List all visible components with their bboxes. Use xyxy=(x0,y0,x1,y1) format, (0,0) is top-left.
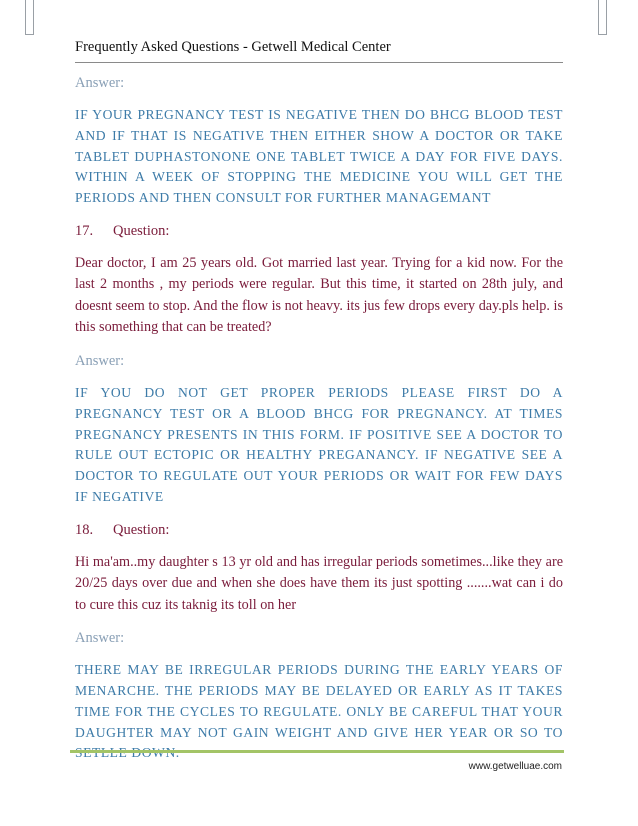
faq-content xyxy=(75,72,563,764)
question-label: Question: xyxy=(113,521,170,538)
faq-block-18 xyxy=(75,519,563,764)
answer-text: IF YOUR PREGNANCY TEST IS NEGATIVE THEN DO BHCG BLOOD TEST AND IF THAT IS NEGATIVE THEN EITHER SHOW A DOCTOR OR TAKE TABLET DUPHASTONONE ONE TABLET TWICE A DAY FOR FIVE DAYS. WITHIN A WEEK OF STOPPING THE MEDICINE YOU WILL GET THE PERIODS AND THEN CONSULT FOR FURTHER MANAGEMANT xyxy=(75,107,563,206)
page-border-left xyxy=(25,0,34,35)
footer-divider xyxy=(70,750,564,753)
faq-block-16 xyxy=(75,72,563,209)
answer-label: Answer: xyxy=(75,75,125,91)
page-border-right xyxy=(598,0,607,35)
header-divider xyxy=(75,62,563,63)
answer-text: IF YOU DO NOT GET PROPER PERIODS PLEASE FIRST DO A PREGNANCY TEST OR A BLOOD BHCG FOR PREGNANCY. AT TIMES PREGNANCY PRESENTS IN THIS FORM. IF POSITIVE SEE A DOCTOR TO RULE OUT ECTOPIC OR HEALTHY PREGANANCY. IF NEGATIVE SEE A DOCTOR TO REGULATE OUT YOUR PERIODS OR WAIT FOR FEW DAYS IF NEGATIVE xyxy=(75,384,563,504)
question-number: 18. xyxy=(75,521,94,538)
answer-label: Answer: xyxy=(75,630,125,647)
question-heading xyxy=(75,220,563,242)
faq-block-17 xyxy=(75,220,563,508)
question-label: Question: xyxy=(113,222,170,239)
answer-text: THERE MAY BE IRREGULAR PERIODS DURING THE EARLY YEARS OF MENARCHE. THE PERIODS MAY BE DELAYED OR EARLY AS IT TAKES TIME FOR THE CYCLES TO REGULATE. ONLY BE CAREFUL THAT YOUR DAUGHTER MAY NOT GAIN WEIGHT AND GIVE HER YEAR OR SO TO xyxy=(75,662,563,740)
answer-label: Answer: xyxy=(75,352,125,369)
question-number: 17. xyxy=(75,222,94,239)
question-text: Hi ma'am..my daughter s 13 yr old and has irregular periods sometimes...like they are 20/25 days over due and when she does have them its just spotting .......wat can i do to cure this cuz its taknig its toll on her xyxy=(75,553,563,613)
page-header-title: Frequently Asked Questions - Getwell Medical Center xyxy=(75,39,391,55)
footer-website-link[interactable]: www.getwelluae.com xyxy=(468,761,562,772)
question-text: Dear doctor, I am 25 years old. Got married last year. Trying for a kid now. For the last 2 months , my periods were regular. But this time, it started on 28th july, and doesnt seem to stop. And the flow is not heavy. its jus few drops every day.pls help. is this something that can be treated? xyxy=(75,254,563,336)
question-heading xyxy=(75,519,563,541)
